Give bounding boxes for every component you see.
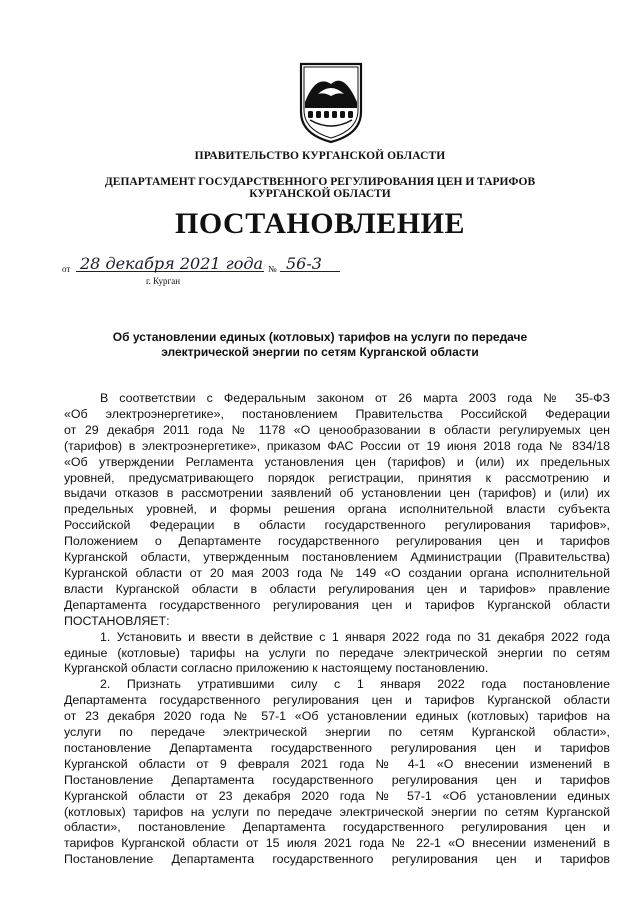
body-text-line: услуги по передаче электрической энергии по сетям Курганской области»,: [64, 725, 610, 740]
body-text-line: выдачи отказов в рассмотрении заявлений об установлении цен (тарифов) и (или) их: [64, 486, 610, 501]
document-subject: [0, 330, 640, 360]
body-text-line: 2. Признать утратившими силу с 1 января 2022 года постановление: [100, 677, 610, 692]
body-text-line: 1. Установить и ввести в действие с 1 января 2022 года по 31 декабря 2022 года: [100, 629, 610, 644]
body-text-line: В соответствии с Федеральным законом от 26 марта 2003 года № 35-ФЗ: [100, 391, 610, 405]
government-name: ПРАВИТЕЛЬСТВО КУРГАНСКОЙ ОБЛАСТИ: [194, 150, 446, 162]
body-text-line: «Об утверждении Регламента установления цен (тарифов) и (или) их предельных: [64, 454, 610, 469]
body-text-line: Курганской области от 20 мая 2003 года № 149 «О создании органа исполнительной: [64, 565, 610, 580]
body-text-line: Курганской области от 23 декабря 2020 года № 57-1 «Об установлении единых: [64, 788, 610, 803]
body-text-line: Курганской области, утвержденным постановлением Администрации (Правительства): [64, 550, 610, 565]
body-text-line: Положением о Департаменте государственного регулирования цен и тарифов: [64, 534, 610, 549]
from-label: от: [62, 264, 71, 274]
subject-line: электрической энергии по сетям Курганской области: [161, 345, 479, 359]
body-text-line: Постановление Департамента государственного регулирования цен и тарифов: [64, 772, 610, 787]
body-text-line: (тарифов) в электроэнергетике», приказом ФАС России от 19 июня 2018 года № 834/18: [64, 438, 610, 453]
number-label: №: [268, 264, 277, 274]
body-text-line: уровней, предусматривающего порядок регистрации, принятия к рассмотрению и: [64, 470, 610, 485]
department-name: [0, 176, 640, 200]
body-text-line: единые (котловые) тарифы на услуги по передаче электрической энергии по сетям: [64, 645, 610, 660]
handwritten-number: 56-3: [286, 254, 322, 273]
body-text-line: Курганской области от 9 февраля 2021 года № 4-1 «О внесении изменений в: [64, 756, 610, 771]
department-name-line: ДЕПАРТАМЕНТ ГОСУДАРСТВЕННОГО РЕГУЛИРОВАНИЯ ЦЕН И ТАРИФОВ: [104, 176, 536, 188]
date-number-line: [62, 254, 362, 278]
body-text-line: тарифов Курганской области от 15 июля 2021 года № 22-1 «О внесении изменений в: [64, 836, 610, 851]
body-text-line: ПОСТАНОВЛЯЕТ:: [64, 613, 170, 628]
body-text-line: от 29 декабря 2011 года № 1178 «О ценообразовании в области регулируемых цен: [64, 422, 610, 437]
document-type-title: ПОСТАНОВЛЕНИЕ: [175, 207, 465, 240]
body-text-line: от 23 декабря 2020 года № 57-1 «Об установлении единых (котловых) тарифов на: [64, 709, 610, 724]
body-text-line: «Об электроэнергетике», постановлением Правительства Российской Федерации: [64, 406, 610, 421]
body-text-line: постановление Департамента государственного регулирования цен и тарифов: [64, 740, 610, 755]
body-text-line: Курганской области согласно приложению к настоящему постановлению.: [64, 661, 489, 676]
body-text-line: области», постановление Департамента государственного регулирования цен и: [64, 820, 610, 835]
body-text-line: власти Курганской области в области регулирования цен и тарифов» правление: [64, 581, 610, 596]
handwritten-date: 28 декабря 2021 года: [80, 254, 264, 273]
department-name-line: КУРГАНСКОЙ ОБЛАСТИ: [249, 188, 391, 200]
body-text-line: Департамента государственного регулирования цен и тарифов Курганской области: [64, 597, 610, 612]
coat-of-arms-icon: [298, 62, 364, 144]
body-text-line: (котловых) тарифов на услуги по передаче электрической энергии по сетям Курганской: [64, 804, 610, 819]
body-text-line: предельных уровней, и формы решения органа исполнительной власти субъекта: [64, 502, 610, 517]
body-text-line: Российской Федерации в области государственного регулирования тарифов»,: [64, 518, 610, 533]
document-body: [64, 391, 610, 868]
city-name: г. Курган: [146, 276, 181, 286]
subject-line: Об установлении единых (котловых) тарифов на услуги по передаче: [112, 330, 528, 344]
body-text-line: Департамента государственного регулирования цен и тарифов Курганской области: [64, 693, 610, 708]
body-text-line: Постановление Департамента государственного регулирования цен и тарифов: [64, 852, 610, 867]
